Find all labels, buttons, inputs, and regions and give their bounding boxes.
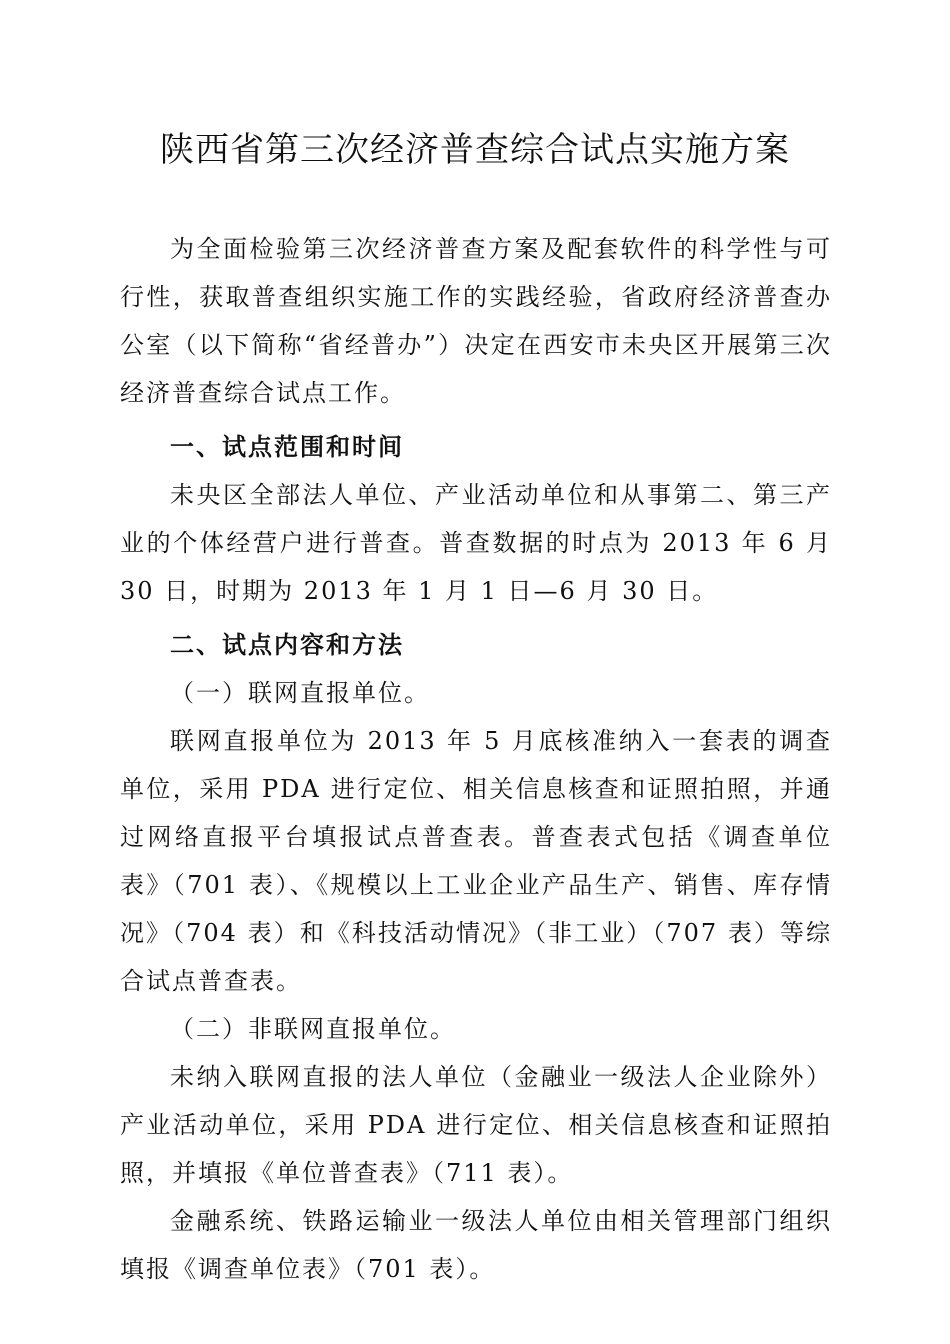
intro-paragraph: 为全面检验第三次经济普查方案及配套软件的科学性与可行性，获取普查组织实施工作的实践经验，省政府经济普查办公室（以下简称“省经普办”）决定在西安市未央区开展第三次经济普查综合试点工作。 <box>120 235 832 407</box>
subsection-paragraph-offline-units: 未纳入联网直报的法人单位（金融业一级法人企业除外）产业活动单位，采用 PDA 进行定位、相关信息核查和证照拍照，并填报《单位普查表》（711 表）。 <box>120 1063 832 1187</box>
section-heading-content-method: 二、试点内容和方法 <box>170 631 404 659</box>
subsection-heading-online-units: （一）联网直报单位。 <box>170 679 430 707</box>
document-body <box>120 225 832 1293</box>
section-paragraph-scope-time: 未央区全部法人单位、产业活动单位和从事第二、第三产业的个体经营户进行普查。普查数据的时点为 2013 年 6 月 30 日，时期为 2013 年 1 月 1 日—6 月 30 日。 <box>120 481 832 605</box>
subsection-paragraph-online-units: 联网直报单位为 2013 年 5 月底核准纳入一套表的调查单位，采用 PDA 进行定位、相关信息核查和证照拍照，并通过网络直报平台填报试点普查表。普查表式包括《调查单位表》（701 表）、《规模以上工业企业产品生产、销售、库存情况》（704 表）和《科技活动情况》（非工业）（707 表）等综合试点普查表。 <box>120 727 832 995</box>
section-heading-scope-time: 一、试点范围和时间 <box>170 433 404 461</box>
subsection-heading-offline-units: （二）非联网直报单位。 <box>170 1015 456 1043</box>
subsection-paragraph-finance-rail: 金融系统、铁路运输业一级法人单位由相关管理部门组织填报《调查单位表》（701 表）。 <box>120 1207 832 1283</box>
document-title: 陕西省第三次经济普查综合试点实施方案 <box>160 130 790 170</box>
